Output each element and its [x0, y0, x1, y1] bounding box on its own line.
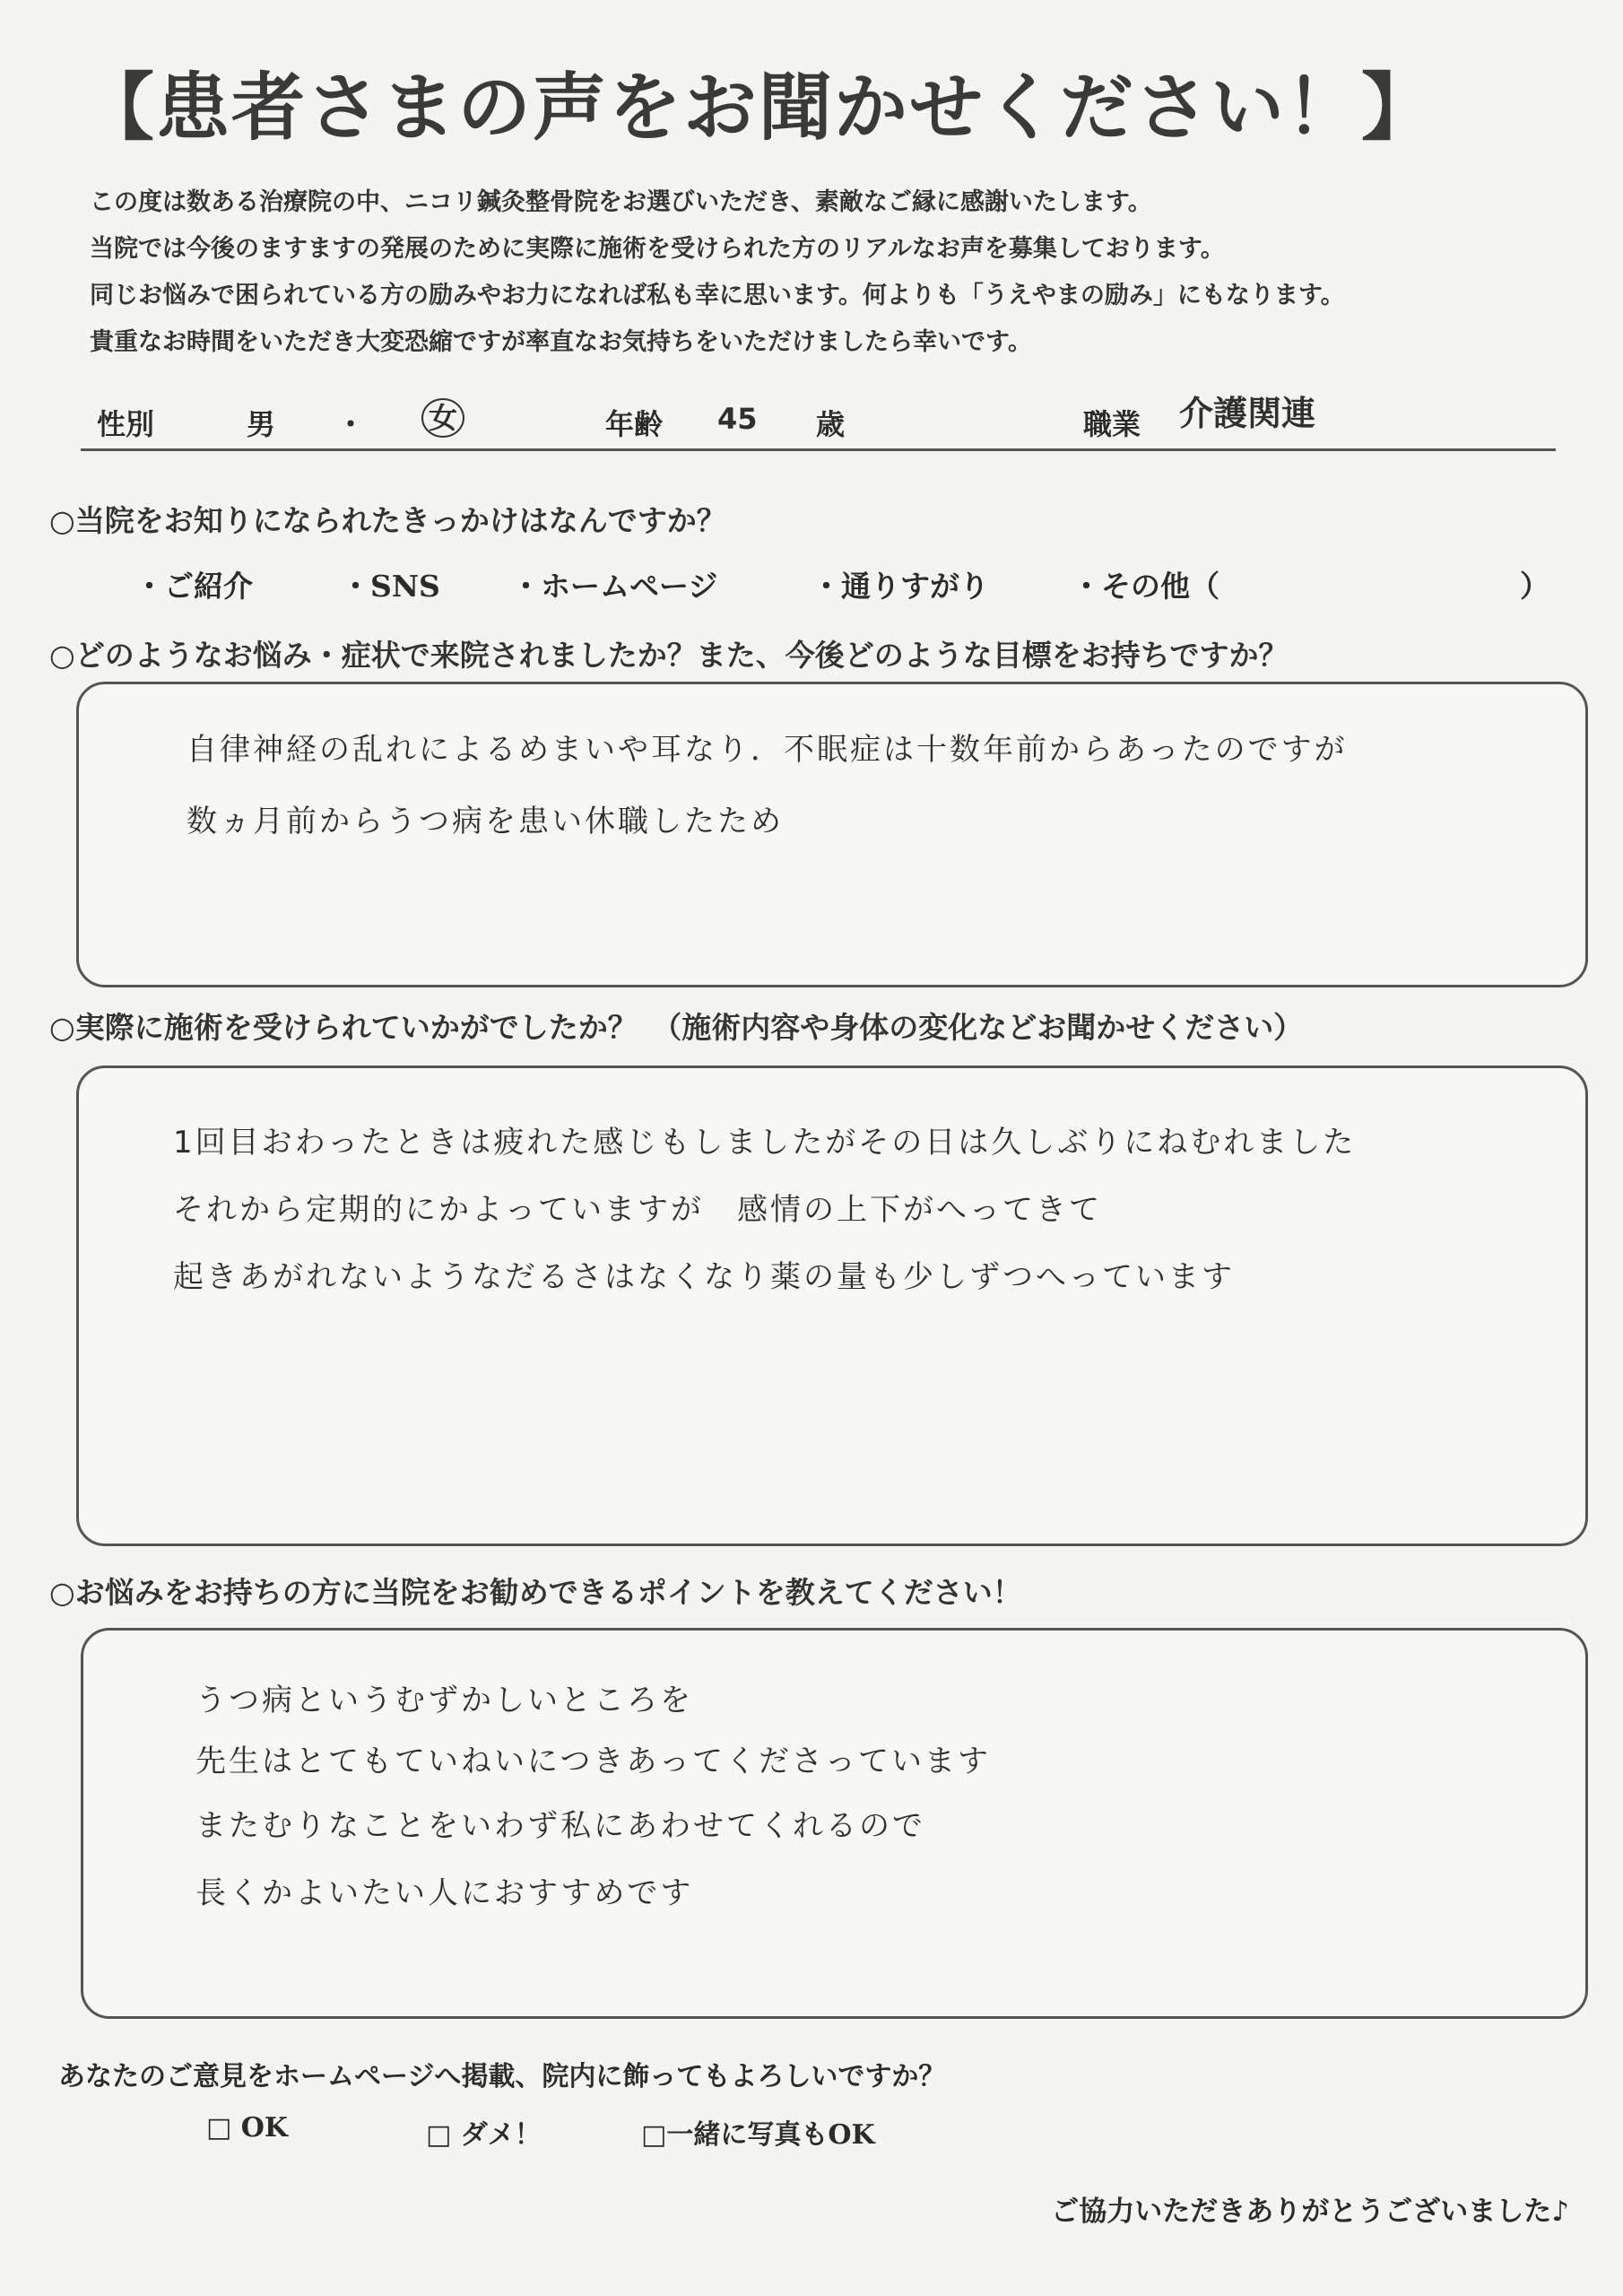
intro-line: 貴重なお時間をいただき大変恐縮ですが率直なお気持ちをいただけましたら幸いです。 [90, 328, 1032, 356]
answer-line: 自律神経の乱れによるめまいや耳なり．不眠症は十数年前からあったのですが [187, 732, 1348, 768]
intro-text [90, 179, 1578, 366]
consent-checkbox-ok[interactable]: □ OK [206, 2112, 288, 2144]
page-title: 【患者さまの声をお聞かせください！】 [81, 65, 1437, 151]
answer-line: うつ病というむずかしいところを [195, 1683, 693, 1718]
intro-line: 同じお悩みで困られている方の励みやお力になれば私も幸に思います。何よりも「うえやまの励み」にもなります。 [90, 282, 1345, 309]
answer-line: またむりなことをいわず私にあわせてくれるので [195, 1808, 925, 1844]
intro-line: 当院では今後のますますの発展のために実際に施術を受けられた方のリアルなお声を募集しております。 [90, 235, 1225, 263]
job-value: 介護関連 [1179, 394, 1316, 433]
gender-option-male: 男 [247, 407, 276, 441]
option-sns: ・SNS [341, 569, 440, 604]
question-referral: ○当院をお知りになられたきっかけはなんですか？ [49, 503, 726, 538]
option-other-close: ） [1520, 569, 1549, 604]
option-other: ・その他（ [1072, 569, 1219, 604]
consent-options [206, 2112, 1013, 2157]
thank-you-message: ご協力いただきありがとうございました♪ [1051, 2196, 1569, 2228]
age-unit: 歳 [816, 407, 846, 441]
consent-checkbox-no[interactable]: □ ダメ！ [426, 2119, 542, 2151]
option-introduction: ・ご紹介 [135, 569, 253, 604]
question-recommend: ○お悩みをお持ちの方に当院をお勧めできるポイントを教えてください！ [49, 1575, 1022, 1610]
answer-box-recommend [81, 1628, 1588, 2019]
profile-row [81, 386, 1556, 451]
answer-line: 起きあがれないようなだるさはなくなり薬の量も少しずつへっています [173, 1259, 1235, 1295]
job-label: 職業 [1083, 407, 1141, 441]
answer-line: 長くかよいたい人におすすめです [195, 1875, 694, 1911]
question-symptoms: ○どのようなお悩み・症状で来院されましたか？また、今後どのような目標をお持ちですか？ [49, 638, 1289, 673]
gender-separator: ・ [336, 407, 366, 441]
question-experience: ○実際に施術を受けられていかがでしたか？ （施術内容や身体の変化などお聞かせください） [49, 1010, 1304, 1045]
answer-line: それから定期的にかよっていますが 感情の上下がへってきて [173, 1192, 1102, 1228]
answer-box-experience [76, 1065, 1588, 1546]
answer-line: 1回目おわったときは疲れた感じもしましたがその日は久しぶりにねむれました [173, 1125, 1357, 1161]
age-label: 年齢 [605, 407, 664, 441]
age-value: 45 [717, 402, 758, 436]
intro-line: この度は数ある治療院の中、ニコリ鍼灸整骨院をお選びいただき、素敵なご縁に感謝いたします。 [90, 188, 1152, 216]
option-passing-by: ・通りすがり [812, 569, 989, 604]
gender-label: 性別 [97, 407, 155, 441]
consent-question: あなたのご意見をホームページへ掲載、院内に飾ってもよろしいですか？ [58, 2061, 946, 2092]
answer-line: 数ヵ月前からうつ病を患い休職したため [187, 804, 784, 839]
option-homepage: ・ホームページ [511, 569, 718, 604]
referral-options [135, 563, 1551, 608]
gender-option-female-circled: 女 [421, 398, 464, 438]
consent-checkbox-photo-ok[interactable]: □一緒に写真もOK [641, 2119, 875, 2151]
answer-line: 先生はとてもていねいにつきあってくださっています [195, 1744, 991, 1779]
answer-box-symptoms [76, 682, 1588, 987]
